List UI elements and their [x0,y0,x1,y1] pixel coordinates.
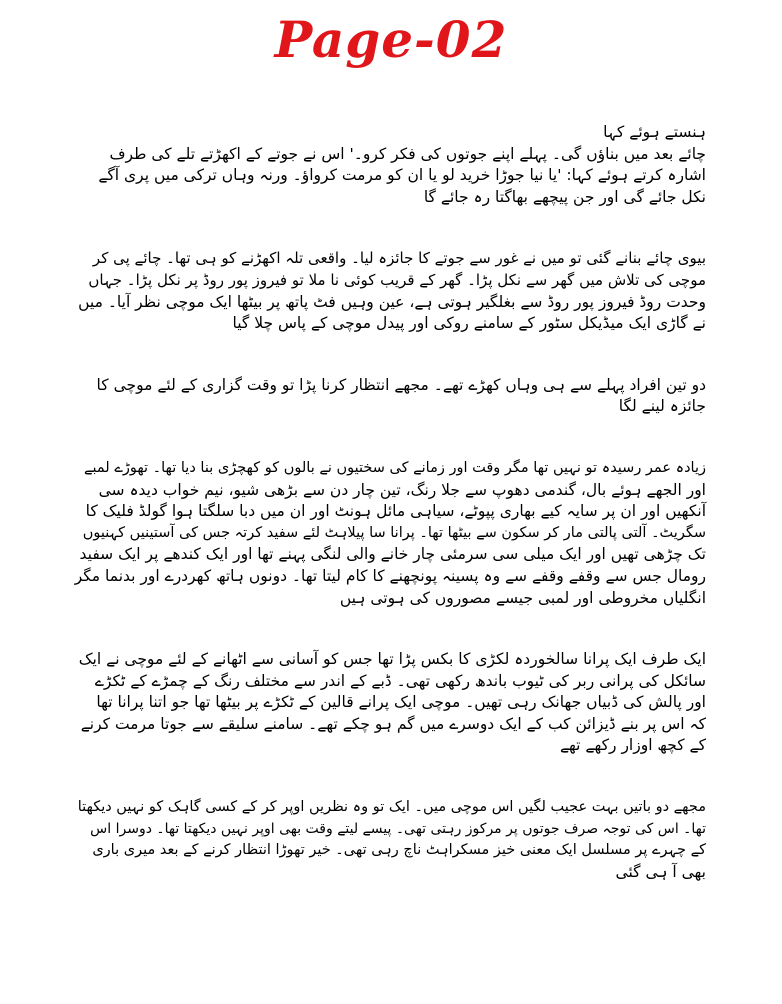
paragraph-line: چائے بعد میں بناؤں گی۔ پہلے اپنے جوتوں کی فکر کرو۔' اس نے جوتے کے اکھڑتے تلے کی طرف [109,144,706,163]
paragraph-line: تک چڑھی تھیں اور ایک میلی سی سرمئی چار خانے والی لنگی پہنے تھا اور ایک کندھے پر ایک سفید [79,545,706,564]
paragraph-line: تھا۔ اس کی توجہ صرف جوتوں پر مرکوز رہتی تھی۔ پیسے لیتے وقت بھی اوپر نہیں دیکھتا تھا۔ دوسرا اس [90,820,706,837]
paragraph-line: ایک طرف ایک پرانا سالخوردہ لکڑی کا بکس پڑا تھا جس کو آسانی سے اٹھانے کے لئے موچی نے ایک [78,650,706,669]
paragraph-line: جائزہ لینے لگا [618,397,706,416]
paragraph-line: اشارہ کرتے ہوئے کہا: 'یا نیا جوڑا خرید لو یا ان کو مرمت کرواؤ۔ ورنہ وہاں ترکی میں پری آگے [98,166,706,185]
paragraph-line: نے گاڑی ایک میڈیکل سٹور کے سامنے روکی اور پیدل موچی کے پاس چلا گیا [232,314,706,333]
paragraph-6 [74,797,706,883]
paragraph-4 [74,458,706,609]
paragraph-line: بیوی چائے بنانے گئی تو میں نے غور سے جوتے کا جائزہ لیا۔ واقعی تلہ اکھڑنے کو ہی تھا۔ چائے پی کر [92,249,706,268]
paragraph-line: آنکھیں اور ان پر سایہ کیے بھاری پپوٹے، سیاہی مائل ہونٹ اور ان میں دبا سلگتا ہوا گولڈ فلیک کا [85,502,706,521]
paragraph-line: سگریٹ۔ آلتی پالتی مار کر سکون سے بیٹھا تھا۔ پرانا سا پیلاہٹ لئے سفید کرتہ جس کی آستینیں کہنیوں [82,524,706,541]
paragraph-line: ہنستے ہوئے کہا [603,123,706,141]
paragraph-line: انگلیاں مخروطی اور لمبی جیسے مصوروں کی ہوتی ہیں [339,588,706,607]
paragraph-line: زیادہ عمر رسیدہ تو نہیں تھا مگر وقت اور زمانے کی سختیوں نے بالوں کو کھچڑی بنا دیا تھا۔ تھوڑے لمبے [84,459,706,476]
paragraph-line: اور الجھے ہوئے بال، گندمی دھوپ سے جلا رنگ، تین چار دن سے بڑھی شیو، نیم خواب دیدہ سی [98,480,706,499]
paragraph-line: رومال جس سے وقفے وقفے سے وہ پسینہ پونچھنے کا کام لیتا تھا۔ دونوں ہاتھ کھردرے اور بدنما مگر [74,566,706,585]
paragraph-5 [74,649,706,757]
story-text [74,122,706,923]
paragraph-line: نکل جائے گی اور جن پیچھے بھاگتا رہ جائے گا [423,187,706,206]
page-title: Page-02 [274,10,508,69]
paragraph-line: اور پالش کی ڈبیاں جھانک رہی تھیں۔ موچی ایک پرانے قالین کے ٹکڑے پر بیٹھا تھا جو اتنا پرانا تھا [96,693,706,712]
paragraph-line: وحدت روڈ فیروز پور روڈ سے بغلگیر ہوتی ہے، عین وہیں فٹ پاتھ پر بیٹھا ایک موچی نظر آیا۔ میں [78,292,706,311]
paragraph-line: کے چہرے پر مسلسل ایک معنی خیز مسکراہٹ ناچ رہی تھی۔ خیر تھوڑا انتظار کرنے کے بعد میری باری [92,842,706,859]
paragraph-line: موچی کی تلاش میں گھر سے نکل پڑا۔ گھر کے قریب کوئی نا ملا تو فیروز پور روڈ پر نکل پڑا۔ جہاں [88,270,706,289]
paragraph-3 [74,375,706,418]
paragraph-line: کہ اس پر بنے ڈیزائن کب کے ایک دوسرے میں گم ہو چکے تھے۔ سامنے سلیقے سے جوتا مرمت کرنے [80,714,706,733]
paragraph-line: بھی آ ہی گئی [615,862,706,881]
paragraph-line: دو تین افراد پہلے سے ہی وہاں کھڑے تھے۔ مجھے انتظار کرنا پڑا تو وقت گزاری کے لئے موچی کا [96,375,706,394]
paragraph-line: کے کچھ اوزار رکھے تھے [559,736,706,755]
paragraph-line: مجھے دو باتیں بہت عجیب لگیں اس موچی میں۔ ایک تو وہ نظریں اوپر کر کے کسی گاہک کو نہیں دیکھتا [77,799,706,816]
paragraph-1 [74,122,706,208]
paragraph-line: سائکل کی پرانی ربر کی ٹیوب باندھ رکھی تھی۔ ڈبے کے اندر سے مختلف رنگ کے چمڑے کے ٹکڑے [94,671,706,690]
paragraph-2 [74,248,706,334]
